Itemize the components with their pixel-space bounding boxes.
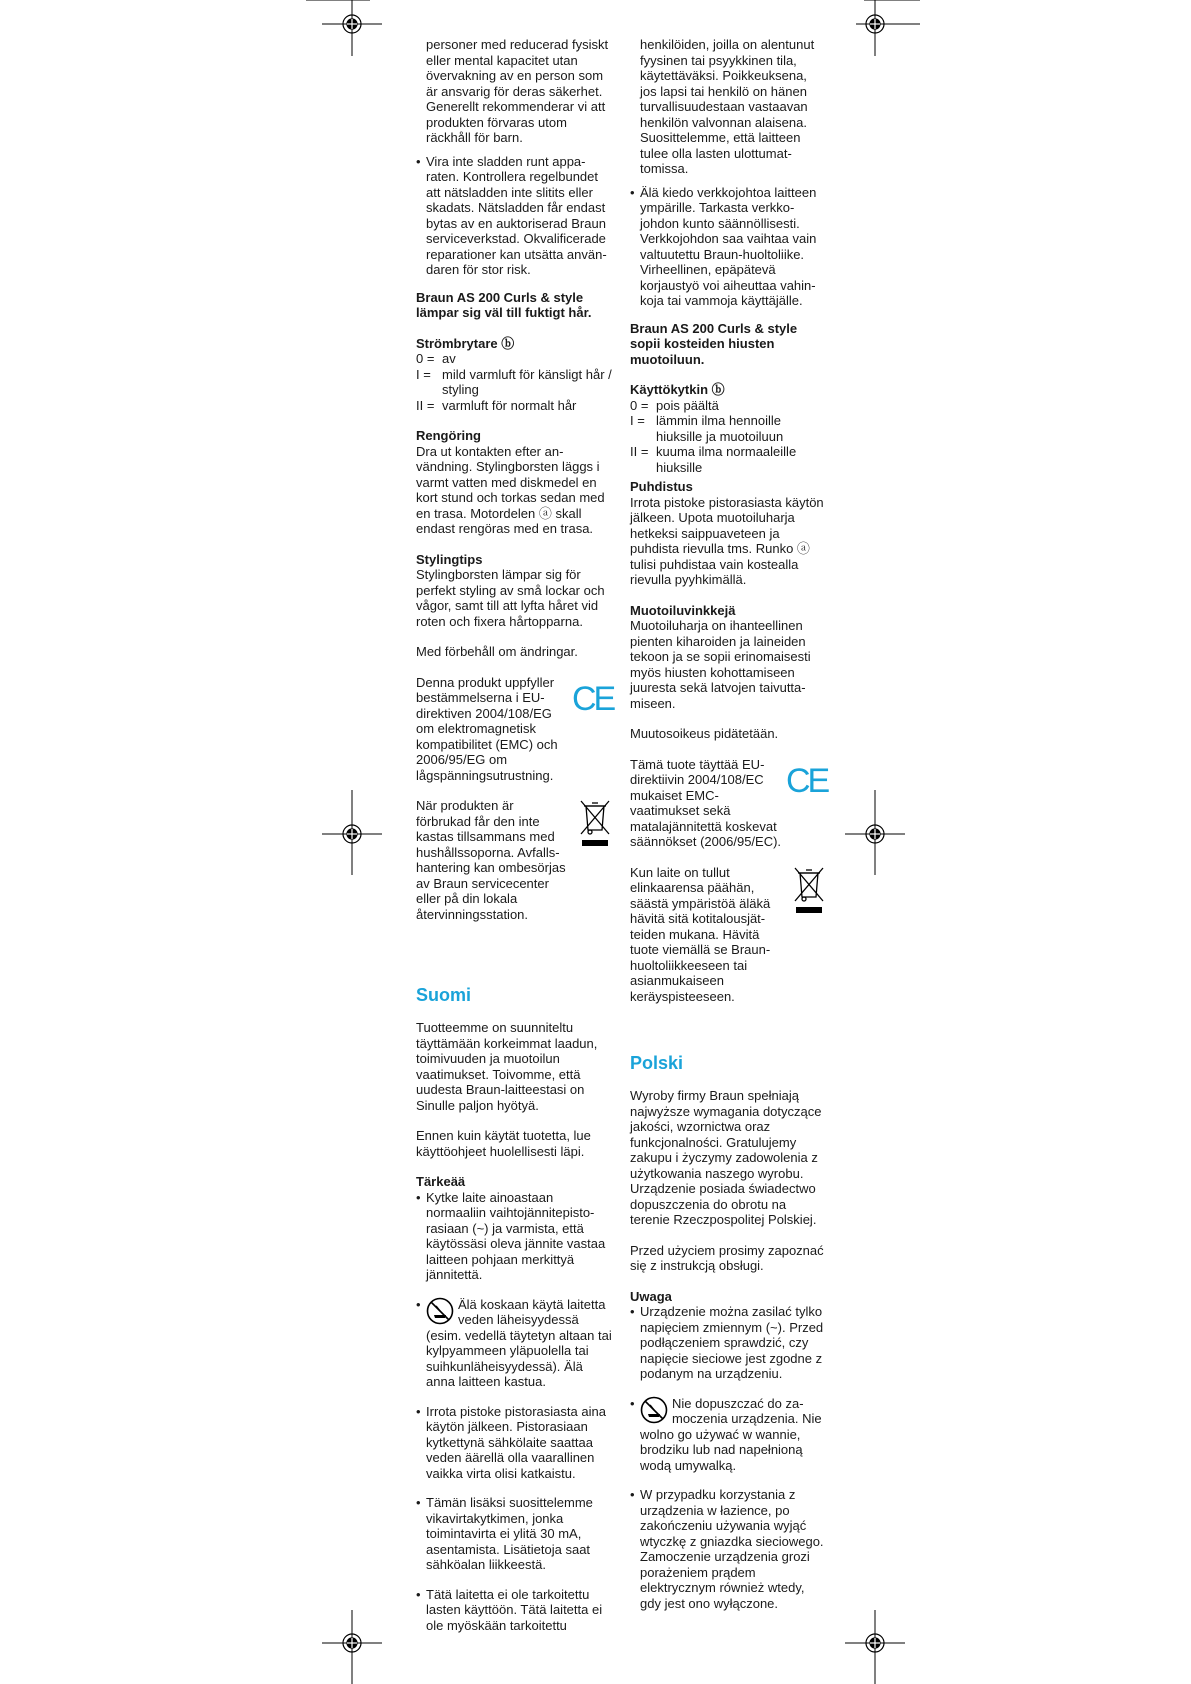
sv-switch-title: Strömbrytare ⓑ xyxy=(416,335,515,351)
pl-caution-title: Uwaga xyxy=(630,1288,672,1304)
switch-key: I = xyxy=(416,366,431,382)
switch-value: pois päältä xyxy=(656,397,719,413)
fi-ce-text: Tämä tuote täyttää EU-direktiivin 2004/108/EC mukaiset EMC-vaatimukset sekä matalajännitettä koskevat säännökset (2006/95/EC). xyxy=(630,756,782,849)
sv-disposal-text: När produkten är förbrukad får den inte kastas tillsammans med hushållssoporna. Avfallshantering kan ombesörjas av Braun servicecenter eller på din lokala återvinningsstation. xyxy=(416,798,566,922)
switch-key: II = xyxy=(630,444,649,459)
switch-key: 0 = xyxy=(416,351,435,366)
fi-bullet-water-text: Älä koskaan käytä laitetta veden läheisyydessä (esim. vedellä täytetyn altaan tai kylpyammeen yläpuolella tai suihkunläheisyydessä). Älä anna laitteen kastua. xyxy=(426,1296,612,1389)
pl-bullet-water-text: Nie dopuszczać do zamoczenia urządzenia. Nie wolno go używać w wannie, brodziku lub nad napełnioną wodą umywalką. xyxy=(640,1395,822,1473)
fi-switch-row xyxy=(630,444,826,475)
sv-ce-block xyxy=(416,675,612,784)
fi-bullet-voltage: • Kytke laite ainoastaan normaaliin vaihtojännitepistorasiaan (~) ja varmista, että käytössäsi oleva jännite vastaa laitteen pohjaan merkittyä jännitettä. xyxy=(416,1190,612,1283)
fi-tips-text: Muotoiluharja on ihanteellinen pienten kiharoiden ja laineiden tekoon ja se sopii erinomaisesti myös hiusten kohottamiseen juuresta sekä latvojen taivuttamiseen. xyxy=(630,618,811,711)
switch-key: II = xyxy=(416,397,435,413)
sv-cord-bullet: • Vira inte sladden runt apparaten. Kontrollera regelbundet att nätsladden inte slitits eller skadats. Nätsladden får endast bytas av en auktoriserad Braun serviceverkstad. Okvalificerade reparationer kan utsätta användaren för stor risk. xyxy=(416,154,612,278)
fi-disposal-text: Kun laite on tullut elinkaarensa päähän, säästä ympäristöä äläkä hävitä sitä kotitalousjätteiden mukana. Hävitä tuote viemällä se Braun-huoltoliikkeeseen tai asianmukaiseen keräyspisteeseen. xyxy=(630,864,771,1004)
sv-reserve-text: Med förbehåll om ändringar. xyxy=(416,644,578,659)
sv-disposal-block xyxy=(416,798,612,922)
pl-bullet-bathroom: • W przypadku korzystania z urządzenia w łazience, po zakończeniu używania wyjąć wtyczkę z gniazdka sieciowego. Zamoczenie urządzenia grozi porażeniem prądem elektrycznym również wtedy, gdy jest ono wyłączone. xyxy=(630,1487,826,1611)
sv-tips-text: Stylingborsten lämpar sig för perfekt styling av små lockar och vågor, samt till att lyfta håret vid roten och fixera hårtopparna. xyxy=(416,567,605,629)
ce-mark-icon: CE xyxy=(572,679,614,718)
pl-read-text: Przed użyciem prosimy zapoznać się z instrukcją obsługi. xyxy=(630,1242,824,1273)
fi-bullet-children: • Tätä laitetta ei ole tarkoitettu lasten käyttöön. Tätä laitetta ei ole myöskään tarkoitettu xyxy=(416,1587,612,1634)
sv-intro-text: personer med reducerad fysiskt eller mental kapacitet utan övervakning av en person som är ansvarig för deras säkerhet. Generellt rekommenderar vi att produkten förvaras utom räckhåll för barn. xyxy=(426,37,609,145)
crossed-bin-icon xyxy=(792,865,826,915)
sv-switch-row xyxy=(416,351,612,367)
sv-cleaning-title: Rengöring xyxy=(416,428,481,443)
switch-key: I = xyxy=(630,413,645,428)
fi-switch-title: Käyttökytkin ⓑ xyxy=(630,382,725,397)
fi-continued-text: henkilöiden, joilla on alentunut fyysinen tai psyykkinen tila, käytettäväksi. Poikkeuksena, jos lapsi tai henkilö on hänen turvallisuudestaan vastaavan henkilön valvonnan alaisena. Suosittelemme, että laitteen tulee olla lasten ulottumattomissa. xyxy=(640,37,815,176)
switch-value: varmluft för normalt hår xyxy=(442,397,577,413)
pl-section-heading: Polski xyxy=(630,1053,684,1073)
switch-key: 0 = xyxy=(630,397,649,413)
fi-important-title: Tärkeää xyxy=(416,1174,466,1189)
switch-value: kuuma ilma normaaleille hiuksille xyxy=(656,444,797,475)
fi-reserve-text: Muutosoikeus pidätetään. xyxy=(630,726,779,741)
fi-switch-row xyxy=(630,398,826,414)
right-column xyxy=(630,37,826,1619)
crossed-bin-icon xyxy=(578,798,612,848)
fi-cord-bullet: • Älä kiedo verkkojohtoa laitteen ympärille. Tarkasta verkkojohdon kunto säännöllisesti. Verkkojohdon saa vaihtaa vain valtuutettu Braun-huoltoliike. Virheellinen, epäpätevä korjaustyö voi aiheuttaa vahinkoja tai vammoja käyttäjälle. xyxy=(630,185,826,309)
sv-switch-row xyxy=(416,398,612,414)
switch-value: mild varmluft för känsligt hår / styling xyxy=(442,366,612,397)
fi-section-heading: Suomi xyxy=(416,985,472,1005)
fi-cleaning-title: Puhdistus xyxy=(630,479,693,494)
fi-intro-text: Tuotteemme on suunniteltu täyttämään korkeimmat laadun, toimivuuden ja muotoilun vaatimukset. Toivomme, että uudesta Braun-laitteestasi on Sinulle paljon hyötyä. xyxy=(416,1020,598,1113)
switch-value: lämmin ilma hennoille hiuksille ja muotoiluun xyxy=(656,413,784,444)
sv-ce-text: Denna produkt uppfyller bestämmelserna i EU-direktiven 2004/108/EG om elektromagnetisk kompatibilitet (EMC) och 2006/95/EG om lågspänningsutrustning. xyxy=(416,674,558,783)
pl-bullet-water xyxy=(630,1396,826,1474)
fi-disposal-block xyxy=(630,865,826,1005)
sv-switch-list xyxy=(416,351,612,413)
fi-suitability-heading: Braun AS 200 Curls & style sopii kosteiden hiusten muotoiluun. xyxy=(630,320,798,367)
fi-bullet-water xyxy=(416,1297,612,1390)
fi-cleaning-text: Irrota pistoke pistorasiasta käytön jälkeen. Upota muotoiluharja hetkeksi saippuaveteen ja puhdista rievulla tms. Runko ⓐ tulisi puhdistaa vain kostealla rievulla pyyhkimällä. xyxy=(630,494,824,587)
fi-bullet-unplug: • Irrota pistoke pistorasiasta aina käytön jälkeen. Pistorasiaan kytkettynä sähkölaite saattaa veden äärellä olla vaarallinen vaikka virta olisi katkaistu. xyxy=(416,1404,612,1482)
sv-cleaning-text: Dra ut kontakten efter användning. Stylingborsten läggs i varmt vatten med diskmedel en kort stund och torkas sedan med en trasa. Motordelen ⓐ skall endast rengöras med en trasa. xyxy=(416,443,605,536)
fi-ce-block xyxy=(630,757,826,850)
sv-switch-row xyxy=(416,367,612,398)
fi-switch-row xyxy=(630,413,826,444)
fi-read-text: Ennen kuin käytät tuotetta, lue käyttöohjeet huolellisesti läpi. xyxy=(416,1128,591,1159)
fi-bullet-rcd: • Tämän lisäksi suosittelemme vikavirtakytkimen, jonka toimintavirta ei ylitä 30 mA, asentamista. Lisätietoja saat sähköalan liikkeestä. xyxy=(416,1495,612,1573)
pl-intro-text: Wyroby firmy Braun spełniają najwyższe wymagania dotyczące jakości, wzornictwa oraz funkcjonalności. Gratulujemy zakupu i życzymy zadowolenia z użytkowania naszego wyrobu. Urządzenie posiada świadectwo dopuszczenia do obrotu na terenie Rzeczpospolitej Polskiej. xyxy=(630,1088,822,1227)
sv-tips-title: Stylingtips xyxy=(416,551,483,567)
fi-switch-list xyxy=(630,398,826,476)
sv-suitability-heading: Braun AS 200 Curls & style lämpar sig väl till fuktigt hår. xyxy=(416,289,592,320)
switch-value: av xyxy=(442,351,456,366)
no-water-icon xyxy=(640,1396,668,1424)
pl-bullet-voltage: • Urządzenie można zasilać tylko napięciem zmiennym (~). Przed podłączeniem sprawdzić, czy napięcie sieciowe jest zgodne z podanym na urządzeniu. xyxy=(630,1304,826,1382)
no-water-icon xyxy=(426,1297,454,1325)
fi-tips-title: Muotoiluvinkkejä xyxy=(630,602,736,618)
ce-mark-icon: CE xyxy=(786,761,828,800)
left-column xyxy=(416,37,612,1641)
